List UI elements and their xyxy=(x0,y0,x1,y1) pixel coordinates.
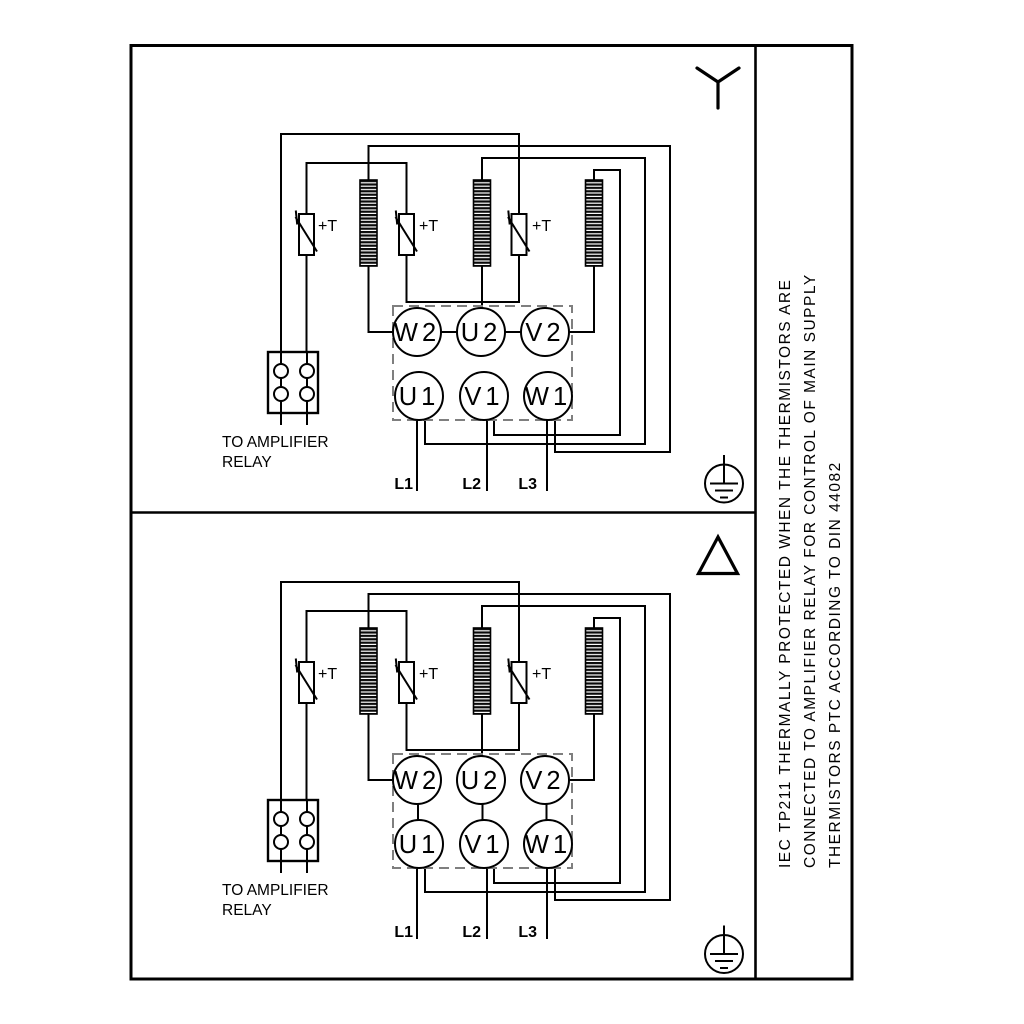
thermistor-label: +T xyxy=(419,666,439,683)
delta-connection-panel xyxy=(222,537,743,973)
note-line-3: THERMISTORS PTC ACCORDING TO DIN 44082 xyxy=(827,461,844,868)
earth-ground-symbol xyxy=(705,926,743,974)
star-symbol xyxy=(697,68,739,108)
note-line-2: CONNECTED TO AMPLIFIER RELAY FOR CONTROL OF MAIN SUPPLY xyxy=(802,273,819,868)
amplifier-relay-label-line2: RELAY xyxy=(222,902,272,919)
terminal-label-v1: V1 xyxy=(464,831,504,859)
thermistor-label: +T xyxy=(318,666,338,683)
amplifier-relay-label-line1: TO AMPLIFIER xyxy=(222,882,329,899)
amplifier-relay-label-line2: RELAY xyxy=(222,454,272,471)
star-connection-panel xyxy=(222,68,743,503)
thermistor-label: +T xyxy=(532,218,552,235)
terminal-label-u1: U1 xyxy=(398,383,440,411)
note-column xyxy=(777,273,844,868)
terminal-label-w2: W2 xyxy=(393,319,441,347)
supply-line-label-l3: L3 xyxy=(518,476,537,493)
terminal-label-v2: V2 xyxy=(525,319,565,347)
terminal-label-u1: U1 xyxy=(398,831,440,859)
delta-symbol xyxy=(699,537,738,574)
supply-line-label-l1: L1 xyxy=(394,924,413,941)
thermistor-label: +T xyxy=(419,218,439,235)
terminal-label-v2: V2 xyxy=(525,767,565,795)
earth-ground-symbol xyxy=(705,455,743,503)
terminal-label-u2: U2 xyxy=(460,767,502,795)
supply-line-label-l2: L2 xyxy=(462,476,481,493)
terminal-label-w1: W1 xyxy=(524,383,572,411)
supply-line-label-l2: L2 xyxy=(462,924,481,941)
terminal-label-v1: V1 xyxy=(464,383,504,411)
supply-line-label-l1: L1 xyxy=(394,476,413,493)
thermistor-label: +T xyxy=(532,666,552,683)
delta-bridge-links xyxy=(418,804,547,820)
note-line-1: IEC TP211 THERMALLY PROTECTED WHEN THE THERMISTORS ARE xyxy=(777,278,794,868)
thermistor-label: +T xyxy=(318,218,338,235)
amplifier-relay-label-line1: TO AMPLIFIER xyxy=(222,434,329,451)
terminal-label-w1: W1 xyxy=(524,831,572,859)
terminal-label-u2: U2 xyxy=(460,319,502,347)
supply-line-label-l3: L3 xyxy=(518,924,537,941)
terminal-label-w2: W2 xyxy=(393,767,441,795)
